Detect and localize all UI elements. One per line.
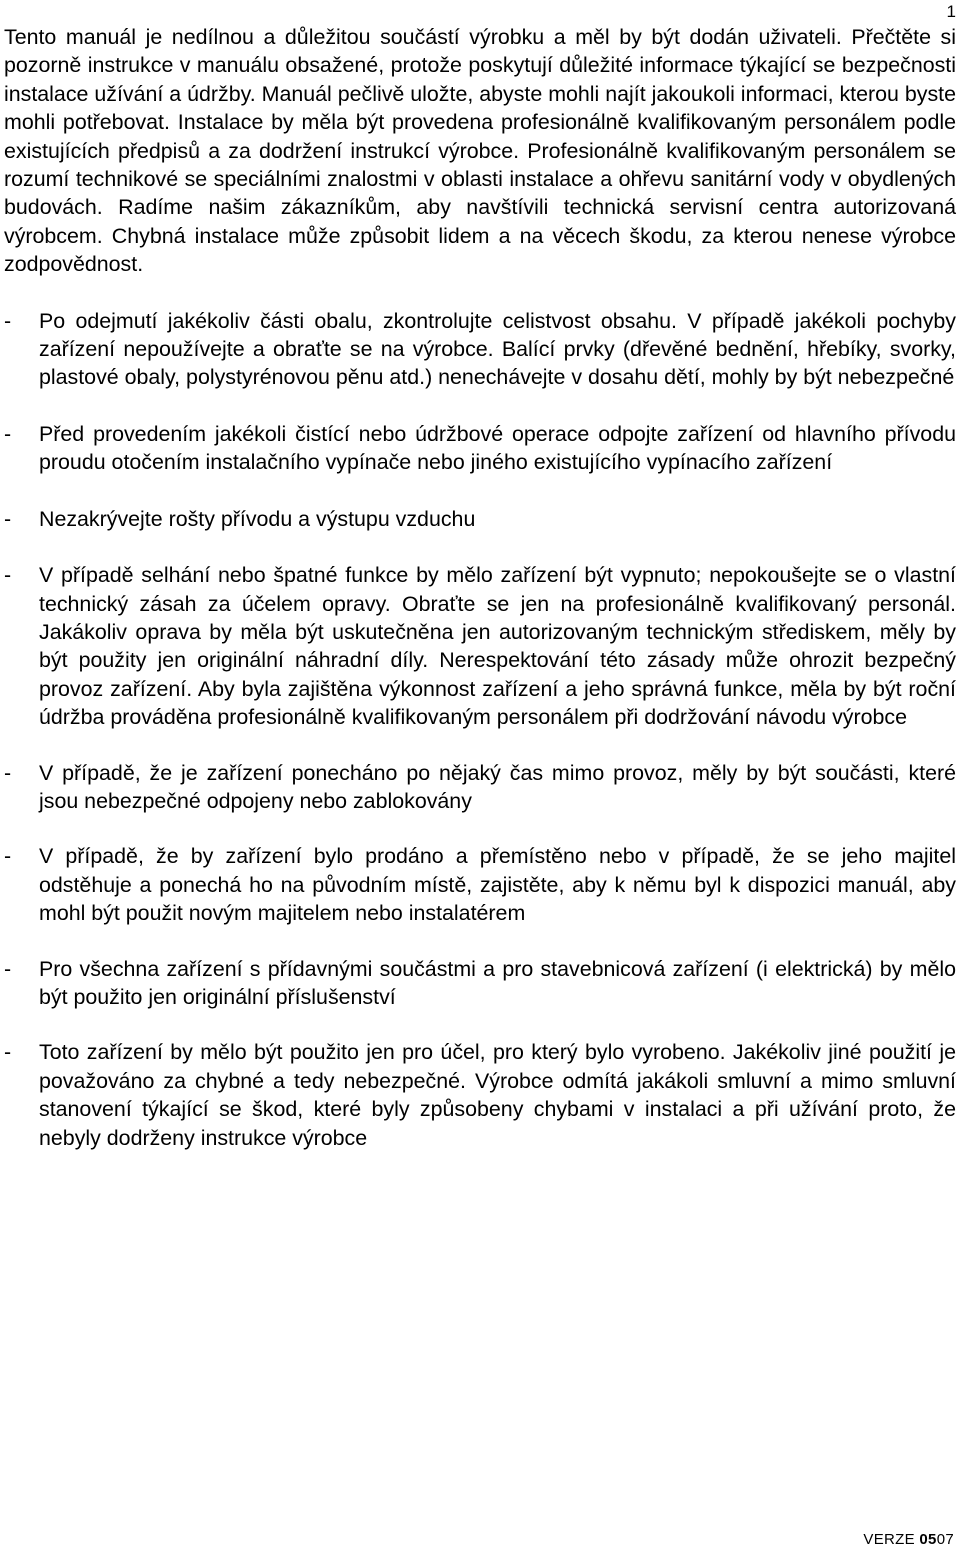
- intro-paragraph: Tento manuál je nedílnou a důležitou součástí výrobku a měl by být dodán uživateli. Přečtěte si pozorně instrukce v manuálu obsažené, protože poskytují důležité informace týkající se bezpečnosti instalace užívání a údržby. Manuál pečlivě uložte, abyste mohli najít jakoukoli informaci, kterou byste mohli potřebovat. Instalace by měla být provedena profesionálně kvalifikovaným personálem podle existujících předpisů a za dodržení instrukcí výrobce. Profesionálně kvalifikovaným personálem se rozumí technikové se speciálními znalostmi v oblasti instalace a ohřevu sanitární vody v obydlených budovách. Radíme našim zákazníkům, aby navštívili technická servisní centra autorizovaná výrobcem. Chybná instalace může způsobit lidem a na věcech škodu, za kterou nenese výrobce zodpovědnost.: [4, 25, 956, 277]
- list-item-intended-use: - Toto zařízení by mělo být použito jen pro účel, pro který bylo vyrobeno. Jakékoliv jiné použití je považováno za chybné a tedy nebezpečné. Výrobce odmítá jakákoli smluvní a mimo smluvní stanovení týkající se škod, které byly způsobeny chybami v instalaci a při užívání proto, že nebyly dodrženy instrukce výrobce: [4, 1038, 956, 1152]
- list-item-unpacking: - Po odejmutí jakékoliv části obalu, zkontrolujte celistvost obsahu. V případě jakékoli pochyby zařízení nepoužívejte a obraťte se na výrobce. Balící prvky (dřevěné bednění, hřebíky, svorky, plastové obaly, polystyrénovou pěnu atd.) nenechávejte v dosahu dětí, mohly by být nebezpečné: [4, 307, 956, 392]
- version-label: VERZE: [863, 1531, 920, 1548]
- page-number: 1: [946, 2, 956, 21]
- list-item-change-of-owner: - V případě, že by zařízení bylo prodáno a přemístěno nebo v případě, že se jeho majitel odstěhuje a ponechá ho na původním místě, zajistěte, aby k němu byl k dispozici manuál, aby mohl být použit novým majitelem nebo instalatérem: [4, 842, 956, 927]
- version-number-bold: 05: [919, 1531, 937, 1548]
- list-item-accessories: - Pro všechna zařízení s přídavnými součástmi a pro stavebnicová zařízení (i elektrická) by mělo být použito jen originální příslušenství: [4, 955, 956, 1012]
- list-item-out-of-service: - V případě, že je zařízení ponecháno po nějaký čas mimo provoz, měly by být součásti, které jsou nebezpečné odpojeny nebo zablokovány: [4, 759, 956, 816]
- list-item-malfunction: - V případě selhání nebo špatné funkce by mělo zařízení být vypnuto; nepokoušejte se o vlastní technický zásah za účelem opravy. Obraťte se jen na profesionálně kvalifikovaný personál. Jakákoliv oprava by měla být uskutečněna jen autorizovaným technickým střediskem, měly by být použity jen originální náhradní díly. Nerespektování této zásady může ohrozit bezpečný provoz zařízení. Aby byla zajištěna výkonnost zařízení a jeho správná funkce, měla by být roční údržba prováděna profesionálně kvalifikovaným personálem při dodržování návodu výrobce: [4, 561, 956, 731]
- list-item-disconnect-power: - Před provedením jakékoli čistící nebo údržbové operace odpojte zařízení od hlavního přívodu proudu otočením instalačního vypínače nebo jiného existujícího vypínacího zařízení: [4, 420, 956, 477]
- document-body: [4, 23, 956, 1152]
- safety-instructions-list: [4, 307, 956, 1152]
- version-footer: [863, 1531, 954, 1549]
- version-number-suffix: 07: [936, 1531, 954, 1548]
- list-item-air-grilles: - Nezakrývejte rošty přívodu a výstupu vzduchu: [4, 505, 956, 533]
